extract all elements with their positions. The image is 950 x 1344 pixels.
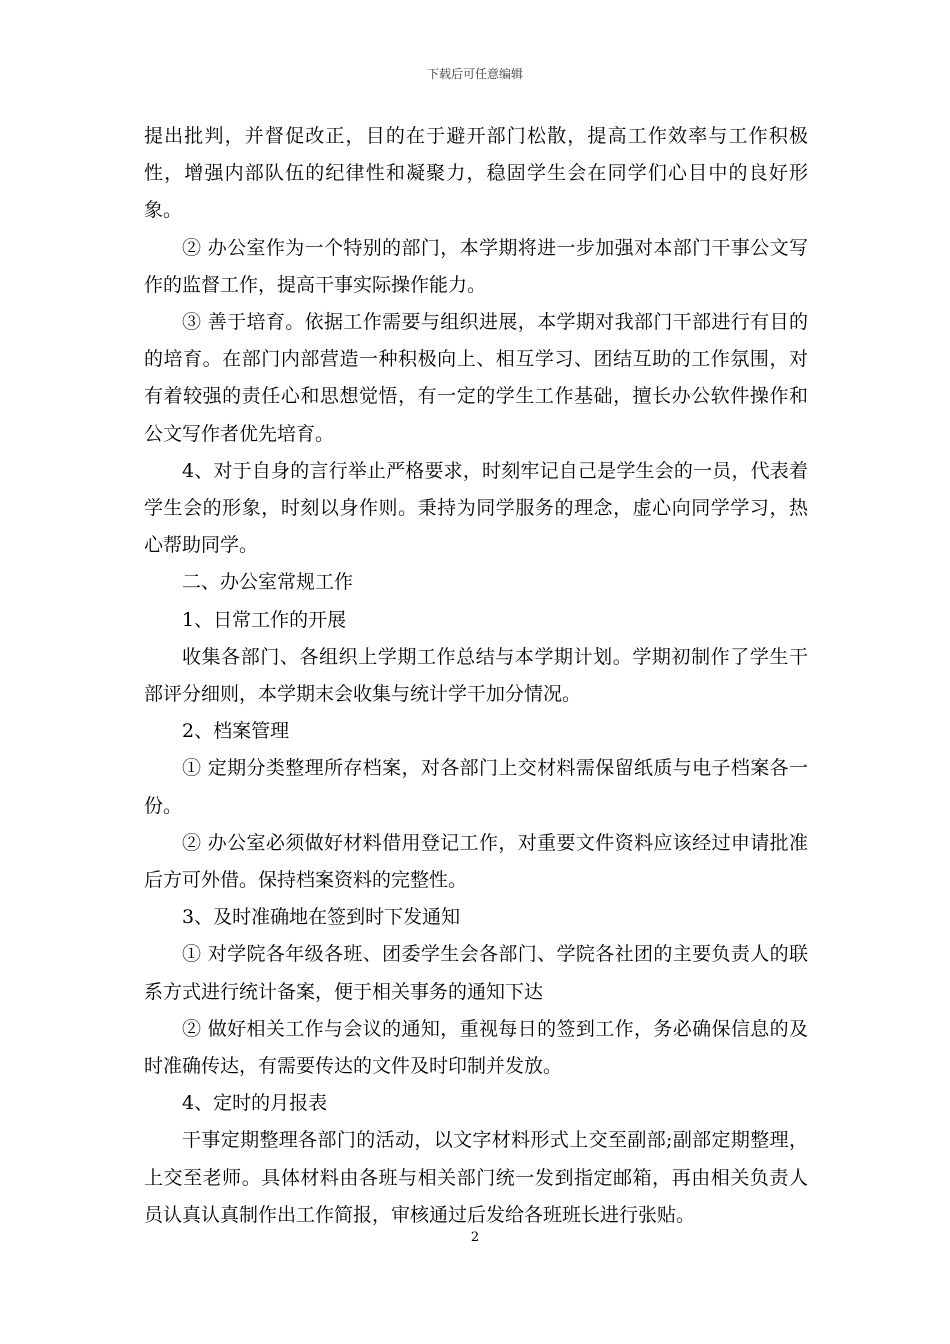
subsection-heading: 4、定时的月报表	[182, 1092, 328, 1115]
paragraph: ① 对学院各年级各班、团委学生会各部门、学院各社团的主要负责人的联系方式进行统计备案，便于相关事务的通知下达	[144, 943, 808, 1003]
subsection-heading: 1、日常工作的开展	[182, 608, 347, 631]
page-header: 下载后可任意编辑	[426, 67, 523, 81]
page-number: 2	[470, 1230, 480, 1245]
subsection-heading: 2、档案管理	[182, 720, 290, 743]
paragraph: 干事定期整理各部门的活动，以文字材料形式上交至副部;副部定期整理，上交至老师。具体材料由各班与相关部门统一发到指定邮箱，再由相关负责人员认真认真制作出工作简报，审核通过后发给各班班长进行张贴。	[144, 1129, 808, 1226]
paragraph: ② 办公室必须做好材料借用登记工作，对重要文件资料应该经过申请批准后方可外借。保持档案资料的完整性。	[144, 831, 808, 892]
paragraph: 收集各部门、各组织上学期工作总结与本学期计划。学期初制作了学生干部评分细则，本学期末会收集与统计学干加分情况。	[144, 645, 808, 706]
paragraph: ② 办公室作为一个特别的部门，本学期将进一步加强对本部门干事公文写作的监督工作，提高干事实际操作能力。	[144, 236, 808, 296]
paragraph: ② 做好相关工作与会议的通知，重视每日的签到工作，务必确保信息的及时准确传达，有需要传达的文件及时印制并发放。	[144, 1017, 808, 1078]
paragraph: ① 定期分类整理所存档案，对各部门上交材料需保留纸质与电子档案各一份。	[144, 757, 808, 817]
section-heading: 二、办公室常规工作	[182, 571, 354, 594]
document-body	[144, 118, 808, 1234]
paragraph: ③ 善于培育。依据工作需要与组织进展，本学期对我部门干部进行有目的的培育。在部门内部营造一种积极向上、相互学习、团结互助的工作氛围，对有着较强的责任心和思想觉悟，有一定的学生工作基础，擅长办公软件操作和公文写作者优先培育。	[144, 311, 808, 445]
subsection-heading: 3、及时准确地在签到时下发通知	[182, 906, 461, 929]
paragraph: 4、对于自身的言行举止严格要求，时刻牢记自己是学生会的一员，代表着学生会的形象，时刻以身作则。秉持为同学服务的理念，虚心向同学学习，热心帮助同学。	[144, 459, 808, 557]
paragraph: 提出批判，并督促改正，目的在于避开部门松散，提高工作效率与工作积极性，增强内部队伍的纪律性和凝聚力，稳固学生会在同学们心目中的良好形象。	[144, 125, 808, 222]
